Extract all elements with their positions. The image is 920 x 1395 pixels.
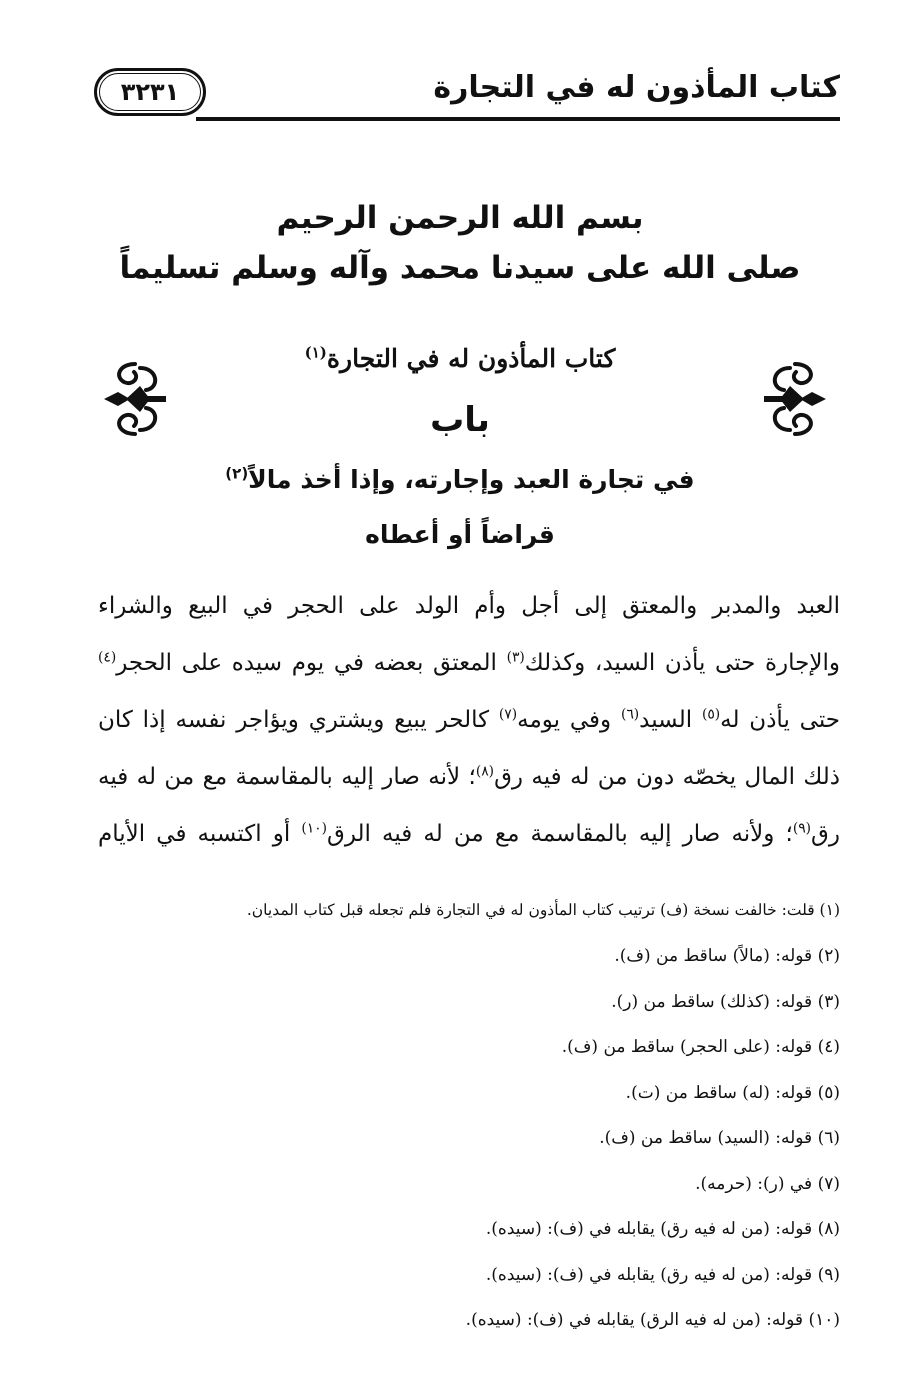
text-segment: ؛ لأنه صار إليه بالمقاسمة مع من له فيه bbox=[98, 764, 476, 790]
text-segment: ذلك المال يخصّه دون من له فيه رق bbox=[494, 764, 840, 790]
subtitle-text: في تجارة العبد وإجارته، وإذا أخذ مالاً bbox=[248, 465, 695, 494]
page-badge-frame bbox=[99, 73, 201, 111]
book-title-text: كتاب المأذون له في التجارة bbox=[326, 344, 616, 373]
footnote-ref-2: (٢) bbox=[225, 464, 249, 483]
text-line bbox=[98, 806, 840, 863]
text-line: العبد والمدبر والمعتق إلى أجل وأم الولد على الحجر في البيع والشراء bbox=[98, 593, 840, 619]
footnotes bbox=[150, 892, 840, 1346]
page-header bbox=[88, 62, 840, 126]
footnote: (٢) قوله: (مالاً) ساقط من (ف). bbox=[614, 946, 840, 966]
footnote-ref-10: (١٠) bbox=[301, 820, 327, 837]
chapter-subtitle-line1 bbox=[0, 465, 920, 494]
footnote-ref-6: (٦) bbox=[620, 706, 640, 723]
main-text bbox=[98, 578, 840, 863]
text-line bbox=[98, 692, 840, 749]
footnote-ref-8: (٨) bbox=[475, 763, 495, 780]
footnote-ref-5: (٥) bbox=[701, 706, 721, 723]
footnote-ref-3: (٣) bbox=[506, 649, 525, 666]
chapter-subtitle-line2: قراضاً أو أعطاه bbox=[365, 520, 555, 549]
text-segment: كالحر يبيع ويشتري ويؤاجر نفسه إذا كان bbox=[98, 707, 499, 733]
header-rule bbox=[196, 117, 840, 121]
text-segment: أو اكتسبه في الأيام bbox=[98, 821, 302, 847]
bab-heading: باب bbox=[430, 400, 490, 440]
text-segment: حتى يأذن له bbox=[720, 707, 840, 733]
text-segment: والإجارة حتى يأذن السيد، وكذلك bbox=[524, 650, 840, 676]
text-line bbox=[98, 749, 840, 806]
footnote-ref-7: (٧) bbox=[498, 706, 518, 723]
footnote: (٤) قوله: (على الحجر) ساقط من (ف). bbox=[561, 1037, 840, 1057]
footnote: (١) قلت: خالفت نسخة (ف) ترتيب كتاب المأذون له في التجارة فلم تجعله قبل كتاب المديان. bbox=[246, 901, 840, 919]
footnote: (٨) قوله: (من له فيه رق) يقابله في (ف): (سيده). bbox=[485, 1219, 840, 1239]
text-segment: السيد bbox=[639, 707, 702, 733]
page-number: ٣٢٣١ bbox=[120, 78, 180, 106]
footnote-ref-9: (٩) bbox=[792, 820, 812, 837]
salawat: صلى الله على سيدنا محمد وآله وسلم تسليماً bbox=[119, 250, 801, 286]
footnote: (٦) قوله: (السيد) ساقط من (ف). bbox=[599, 1128, 840, 1148]
footnote: (٣) قوله: (كذلك) ساقط من (ر). bbox=[611, 991, 840, 1012]
text-segment: وفي يومه bbox=[517, 707, 621, 733]
text-segment: ؛ ولأنه صار إليه بالمقاسمة مع من له فيه الرق bbox=[326, 821, 793, 847]
running-title: كتاب المأذون له في التجارة bbox=[433, 70, 840, 105]
footnote: (٥) قوله: (له) ساقط من (ت). bbox=[625, 1082, 840, 1103]
text-line bbox=[98, 635, 840, 692]
page-number-badge bbox=[94, 68, 206, 116]
basmala: بسم الله الرحمن الرحيم bbox=[276, 200, 644, 236]
footnote-ref-1: (١) bbox=[304, 343, 327, 362]
footnote: (١٠) قوله: (من له فيه الرق) يقابله في (ف): (سيده). bbox=[465, 1310, 840, 1330]
text-segment: رق bbox=[811, 821, 840, 847]
text-segment: المعتق بعضه في يوم سيده على الحجر bbox=[116, 650, 507, 676]
footnote: (٩) قوله: (من له فيه رق) يقابله في (ف): (سيده). bbox=[485, 1264, 840, 1285]
footnote-ref-4: (٤) bbox=[98, 649, 117, 666]
footnote: (٧) في (ر): (حرمه). bbox=[695, 1173, 840, 1194]
